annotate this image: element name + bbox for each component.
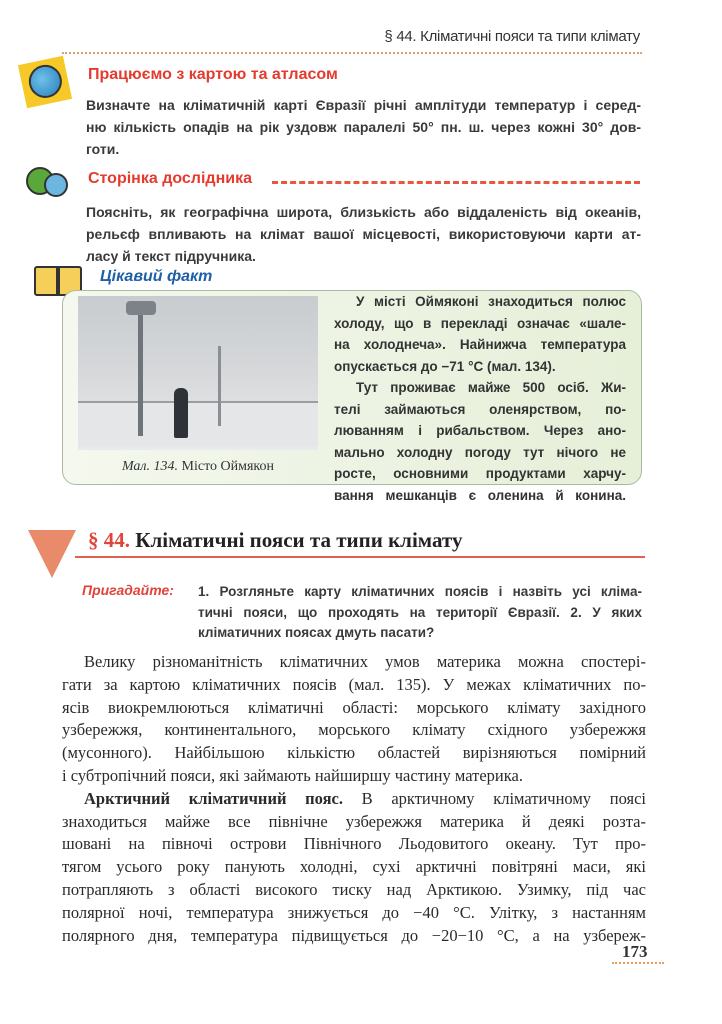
text-line: рельєф впливають на клімат вашої місцевості, використовуючи карти ат- xyxy=(86,226,641,242)
text-line: телі займаються оленярством, по- xyxy=(334,401,626,417)
text-line: опускається до −71 °С (мал. 134). xyxy=(334,358,556,374)
photo-caption xyxy=(78,459,318,475)
text-line: Поясніть, як географічна широта, близькість або віддаленість від океанів, xyxy=(86,204,641,220)
text-line: Тут проживає майже 500 осіб. Жи- xyxy=(356,380,626,395)
text-line: Визначте на кліматичній карті Євразії річні амплітуди температур і серед- xyxy=(86,97,641,113)
map-task-text xyxy=(86,94,641,160)
text-line: полярної ночі, температура знижується до −40 °С. Улітку, з настанням xyxy=(62,902,646,922)
text-line: і субтропічний пояси, які займають найширшу частину материка. xyxy=(62,765,523,785)
text-line: Велику різноманітність кліматичних умов материка можна спостері- xyxy=(84,652,646,671)
text-line: ласу й текст підручника. xyxy=(86,248,256,264)
text-line: потрапляють з області високого тиску над Арктикою. Узимку, під час xyxy=(62,879,646,899)
section-title xyxy=(88,528,462,553)
text-line: вання мешканців є оленина й конина. xyxy=(334,487,626,503)
header-divider xyxy=(62,52,642,54)
text-line: полярного дня, температура підвищується до −20−10 °С, а на узбереж- xyxy=(62,925,646,945)
text-line: росте, основними продуктами харчу- xyxy=(334,466,626,481)
fact-heading: Цікавий факт xyxy=(100,268,213,285)
text-line: на холоднеча». Найнижча температура xyxy=(334,337,626,352)
map-task-heading: Працюємо з картою та атласом xyxy=(88,66,338,83)
oymyakon-photo xyxy=(78,296,318,450)
text-span: В арктичному кліматичному поясі xyxy=(342,788,647,808)
text-line: мально холодну погоду тут нічого не xyxy=(334,444,626,460)
subheading-arctic: Арктичний кліматичний пояс. xyxy=(84,788,343,808)
text-line: кліматичних поясах дмуть пасати? xyxy=(198,625,435,640)
text-line: узбережжя, континентального, морського клімату східного узбережжя xyxy=(62,720,646,740)
text-line: шовані на півночі острови Північного Льодовитого океану. Тут про- xyxy=(62,834,646,854)
caption-label: Мал. 134. xyxy=(121,459,179,474)
page-ornament xyxy=(612,962,664,964)
section-title-text: Кліматичні пояси та типи клімату xyxy=(130,528,463,552)
section-number: § 44. xyxy=(88,528,130,552)
text-line: (мусонного). Найбільшою кількістю областей вирізняються помірний xyxy=(62,743,646,763)
section-divider xyxy=(75,556,645,558)
recall-label: Пригадайте: xyxy=(82,582,174,598)
text-line: У місті Оймяконі знаходиться полюс xyxy=(356,294,626,309)
text-line: знаходиться майже все північне узбережжя материка й деякі розта- xyxy=(62,811,646,831)
text-line: холоду, що в перекладі означає «шале- xyxy=(334,315,626,331)
caption-text: Місто Оймякон xyxy=(178,459,275,474)
paragraph-1 xyxy=(62,651,646,947)
fact-text xyxy=(334,291,626,506)
explorer-divider xyxy=(272,181,640,184)
globe-icon xyxy=(18,56,72,109)
explorer-text xyxy=(86,201,641,267)
running-header: § 44. Кліматичні пояси та типи клімату xyxy=(384,28,640,45)
text-line: готи. xyxy=(86,141,120,157)
text-line: тягом усього року панують холодні, сухі арктичні повітряні маси, які xyxy=(62,857,646,877)
text-line: люванням і рибальством. Через ано- xyxy=(334,423,626,438)
explorer-icon xyxy=(22,163,72,205)
text-line xyxy=(62,788,646,811)
page-number: 173 xyxy=(622,942,648,961)
text-line: гати за картою кліматичних поясів (мал. 135). У межах кліматичних по- xyxy=(62,674,646,694)
recall-text xyxy=(198,582,642,644)
text-line: тичні пояси, що проходять на території Євразії. 2. У яких xyxy=(198,604,642,620)
text-line: ясів виокремлюються кліматичні області: морського клімату західного xyxy=(62,697,646,717)
text-line: 1. Розгляньте карту кліматичних поясів і назвіть усі кліма- xyxy=(198,584,642,599)
explorer-heading: Сторінка дослідника xyxy=(88,170,252,187)
section-ornament-icon xyxy=(28,530,76,578)
text-line: ню кількість опадів на рік уздовж паралелі 50° пн. ш. через кожні 30° дов- xyxy=(86,119,641,135)
